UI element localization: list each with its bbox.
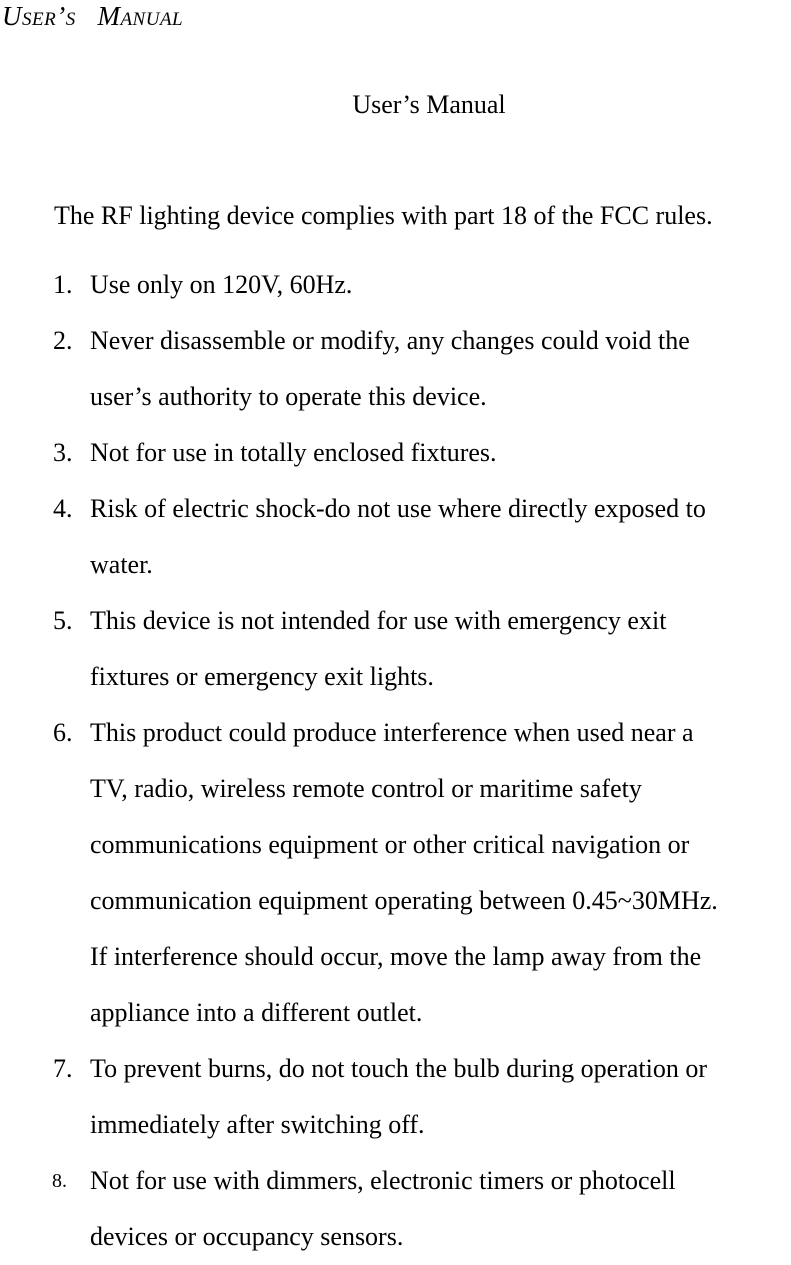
item-text-line: This device is not intended for use with emergency exit xyxy=(90,606,667,635)
list-item-8 xyxy=(0,1153,791,1265)
list-item-2 xyxy=(0,313,791,425)
item-number: 6. xyxy=(53,718,73,747)
item-text-line: Not for use in totally enclosed fixtures. xyxy=(90,438,497,467)
item-text-line: immediately after switching off. xyxy=(90,1110,425,1139)
instructions-list xyxy=(0,257,791,1265)
item-number: 8. xyxy=(52,1170,67,1192)
item-text-line: This product could produce interference when used near a xyxy=(90,718,694,747)
item-text-line: Risk of electric shock-do not use where directly exposed to xyxy=(90,494,706,523)
item-text-line: TV, radio, wireless remote control or maritime safety xyxy=(90,774,642,803)
item-text-line: Never disassemble or modify, any changes could void the xyxy=(90,326,690,355)
list-item-3 xyxy=(0,425,791,481)
item-text-line: Use only on 120V, 60Hz. xyxy=(90,270,353,299)
item-text-line: appliance into a different outlet. xyxy=(90,998,423,1027)
item-text-line: water. xyxy=(90,550,153,579)
item-text-line: communications equipment or other critical navigation or xyxy=(90,830,690,859)
item-number: 4. xyxy=(53,494,73,523)
list-item-5 xyxy=(0,593,791,705)
item-number: 2. xyxy=(53,326,73,355)
running-header: User’s Manual xyxy=(2,1,184,31)
list-item-4 xyxy=(0,481,791,593)
item-text-line: devices or occupancy sensors. xyxy=(90,1222,404,1251)
item-number: 7. xyxy=(53,1054,73,1083)
item-text-line: communication equipment operating between 0.45~30MHz. xyxy=(90,886,718,915)
item-text-line: Not for use with dimmers, electronic timers or photocell xyxy=(90,1166,676,1195)
item-number: 1. xyxy=(53,270,73,299)
item-text-line: If interference should occur, move the lamp away from the xyxy=(90,942,702,971)
item-number: 3. xyxy=(53,438,73,467)
list-item-6 xyxy=(0,705,791,1041)
item-text-line: To prevent burns, do not touch the bulb during operation or xyxy=(90,1054,708,1083)
item-text-line: fixtures or emergency exit lights. xyxy=(90,662,434,691)
document-title: User’s Manual xyxy=(352,90,506,119)
list-item-1 xyxy=(0,257,791,313)
intro-paragraph: The RF lighting device complies with part 18 of the FCC rules. xyxy=(54,201,713,230)
item-number: 5. xyxy=(53,606,73,635)
list-item-7 xyxy=(0,1041,791,1153)
item-text-line: user’s authority to operate this device. xyxy=(90,382,487,411)
